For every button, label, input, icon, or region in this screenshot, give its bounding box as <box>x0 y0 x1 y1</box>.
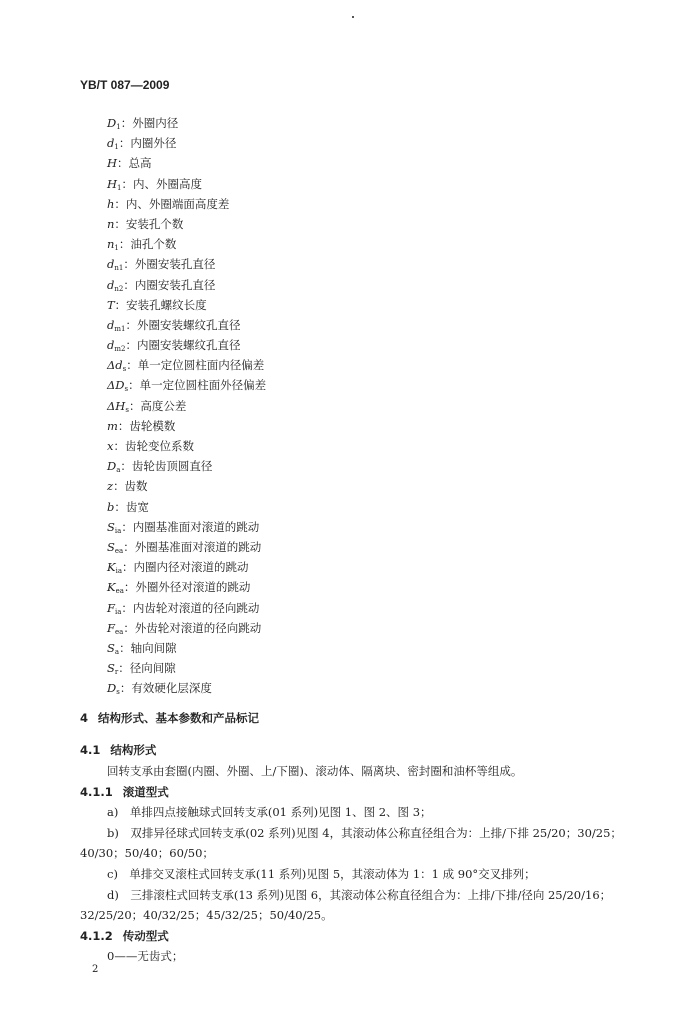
symbol-subscript: s <box>122 365 127 374</box>
symbol-definition <box>107 153 266 173</box>
item-d-line1: d) 三排滚柱式回转支承(13 系列)见图 6，其滚动体公称直径组合为：上排/下排/径向 25/20/16； <box>107 888 612 902</box>
symbol-definition <box>107 295 266 315</box>
symbol: H <box>107 176 118 191</box>
symbol-description: ：总高 <box>117 156 152 171</box>
symbol-definition <box>107 416 266 436</box>
symbol-definition <box>107 638 266 658</box>
symbol-subscript: 1 <box>114 143 119 152</box>
symbol-subscript: r <box>114 668 119 677</box>
symbol-description: ：齿宽 <box>114 499 149 514</box>
symbol-subscript: ea <box>115 587 124 596</box>
symbol-description: ：安装孔个数 <box>114 216 184 231</box>
section-4-1-1-heading: 4.1.1 滚道型式 <box>80 785 169 799</box>
item-b-line2: 40/30；50/40；60/50； <box>80 846 214 860</box>
section-4-heading: 4 结构形式、基本参数和产品标记 <box>80 711 260 725</box>
symbol: b <box>107 499 115 514</box>
symbol-subscript: 1 <box>116 123 121 131</box>
symbol-subscript: s <box>116 688 120 697</box>
symbol: F <box>107 620 115 635</box>
symbol: m <box>107 418 118 433</box>
symbol-description: ：安装孔螺纹长度 <box>114 297 207 312</box>
symbol-description: ：内齿轮对滚道的径向跳动 <box>121 600 260 615</box>
symbol: F <box>107 600 115 615</box>
symbol-description: ：外齿轮对滚道的径向跳动 <box>123 620 262 635</box>
symbol-definition <box>107 315 266 335</box>
symbol-description: ：轴向间隙 <box>119 640 177 655</box>
paragraph-4-1: 回转支承由套圈(内圈、外圈、上/下圈)、滚动体、隔离块、密封圈和油杯等组成。 <box>107 764 523 778</box>
symbol: z <box>107 479 114 494</box>
symbol-description: ：径向间隙 <box>118 661 176 676</box>
symbol: d <box>107 317 115 332</box>
symbol-definition <box>107 194 266 214</box>
symbol: n <box>107 216 115 231</box>
symbol: S <box>107 519 115 534</box>
symbol: d <box>107 136 115 151</box>
item-b-line1: b) 双排异径球式回转支承(02 系列)见图 4，其滚动体公称直径组合为：上排/下排 25/20；30/25； <box>107 826 622 840</box>
symbol-subscript: ia <box>114 607 122 616</box>
symbol-subscript: s <box>124 385 129 394</box>
symbol-list <box>107 113 266 698</box>
symbol: n <box>107 237 115 252</box>
symbol: H <box>107 156 118 171</box>
symbol: ΔD <box>107 378 125 393</box>
item-d-line2: 32/25/20；40/32/25；45/32/25；50/40/25。 <box>80 908 333 922</box>
symbol-definition <box>107 618 266 638</box>
symbol-subscript: n2 <box>114 284 124 293</box>
symbol-description: ：内、外圈高度 <box>121 176 202 191</box>
standard-header: YB/T 087—2009 <box>80 78 170 92</box>
symbol-definition <box>107 456 266 476</box>
symbol: d <box>107 277 115 292</box>
transmission-type-0: 0——无齿式； <box>107 949 184 963</box>
symbol-definition <box>107 658 266 678</box>
symbol-definition <box>107 557 266 577</box>
symbol-description: ：齿轮变位系数 <box>113 439 194 453</box>
symbol-definition <box>107 678 266 698</box>
section-4-1-heading: 4.1 结构形式 <box>80 743 157 757</box>
symbol-description: ：内圈安装螺纹孔直径 <box>125 338 241 353</box>
symbol-description: ：高度公差 <box>128 398 187 413</box>
symbol-definition <box>107 396 266 416</box>
symbol-subscript: ea <box>114 546 124 555</box>
symbol-definition <box>107 476 266 496</box>
symbol-subscript: ia <box>114 526 122 535</box>
symbol-description: ：齿轮齿顶圆直径 <box>120 459 213 474</box>
symbol-subscript: m2 <box>114 345 126 354</box>
symbol-definition <box>107 375 266 395</box>
symbol: ΔH <box>107 398 126 413</box>
symbol-description: ：外圈安装螺纹孔直径 <box>125 317 241 332</box>
symbol-description: ：有效硬化层深度 <box>119 681 212 696</box>
symbol-description: ：外圈内径 <box>120 116 179 130</box>
item-a: a) 单排四点接触球式回转支承(01 系列)见图 1、图 2、图 3； <box>107 805 432 819</box>
section-4-1-2-heading: 4.1.2 传动型式 <box>80 929 169 943</box>
symbol-definition <box>107 254 266 274</box>
symbol-definition <box>107 537 266 557</box>
item-c: c) 单排交叉滚柱式回转支承(11 系列)见图 5，其滚动体为 1：1 成 90°交叉排列； <box>107 867 536 881</box>
symbol: h <box>107 196 115 211</box>
symbol-description: ：内圈基准面对滚道的跳动 <box>121 519 260 534</box>
symbol-definition <box>107 214 266 234</box>
symbol-description: ：内圈安装孔直径 <box>123 277 216 292</box>
symbol-definition <box>107 577 266 597</box>
scan-speck <box>352 16 354 18</box>
symbol: d <box>107 338 115 353</box>
symbol: S <box>107 661 115 676</box>
symbol-definition <box>107 113 266 133</box>
symbol: K <box>107 560 116 575</box>
symbol: d <box>107 257 115 272</box>
symbol: D <box>107 459 117 474</box>
symbol-description: ：内圈外径 <box>118 136 177 151</box>
symbol: S <box>107 539 115 554</box>
symbol-definition <box>107 598 266 618</box>
symbol-subscript: a <box>116 466 121 475</box>
symbol: x <box>107 439 114 453</box>
symbol-subscript: s <box>125 405 129 414</box>
symbol-definition <box>107 174 266 194</box>
symbol-definition <box>107 335 266 355</box>
symbol-definition <box>107 497 266 517</box>
symbol-definition <box>107 133 266 153</box>
symbol-description: ：外圈安装孔直径 <box>123 257 216 272</box>
symbol-subscript: 1 <box>117 183 122 192</box>
symbol: D <box>107 681 117 696</box>
symbol-subscript: a <box>114 647 120 656</box>
symbol-description: ：齿数 <box>113 479 148 494</box>
symbol: D <box>107 116 117 130</box>
symbol: S <box>107 640 115 655</box>
symbol-definition <box>107 517 266 537</box>
symbol-description: ：外圈基准面对滚道的跳动 <box>123 539 262 554</box>
symbol-definition <box>107 355 266 375</box>
symbol-subscript: ia <box>115 567 123 576</box>
symbol-definition <box>107 275 266 295</box>
symbol-description: ：油孔个数 <box>118 237 177 252</box>
symbol-description: ：内、外圈端面高度差 <box>114 196 230 211</box>
symbol: K <box>107 580 116 595</box>
symbol-subscript: 1 <box>114 244 119 253</box>
symbol-description: ：单一定位圆柱面外径偏差 <box>128 378 267 393</box>
symbol-subscript: n1 <box>114 264 124 273</box>
symbol: Δd <box>107 358 123 373</box>
symbol-subscript: ea <box>114 627 124 636</box>
symbol-description: ：单一定位圆柱面内径偏差 <box>126 358 265 373</box>
symbol: T <box>107 297 115 312</box>
symbol-definition <box>107 436 266 456</box>
symbol-description: ：内圈内径对滚道的跳动 <box>122 560 249 575</box>
symbol-description: ：外圈外径对滚道的跳动 <box>123 580 251 595</box>
page-number: 2 <box>92 964 99 975</box>
symbol-description: ：齿轮模数 <box>117 418 176 433</box>
symbol-definition <box>107 234 266 254</box>
symbol-subscript: m1 <box>114 324 126 333</box>
